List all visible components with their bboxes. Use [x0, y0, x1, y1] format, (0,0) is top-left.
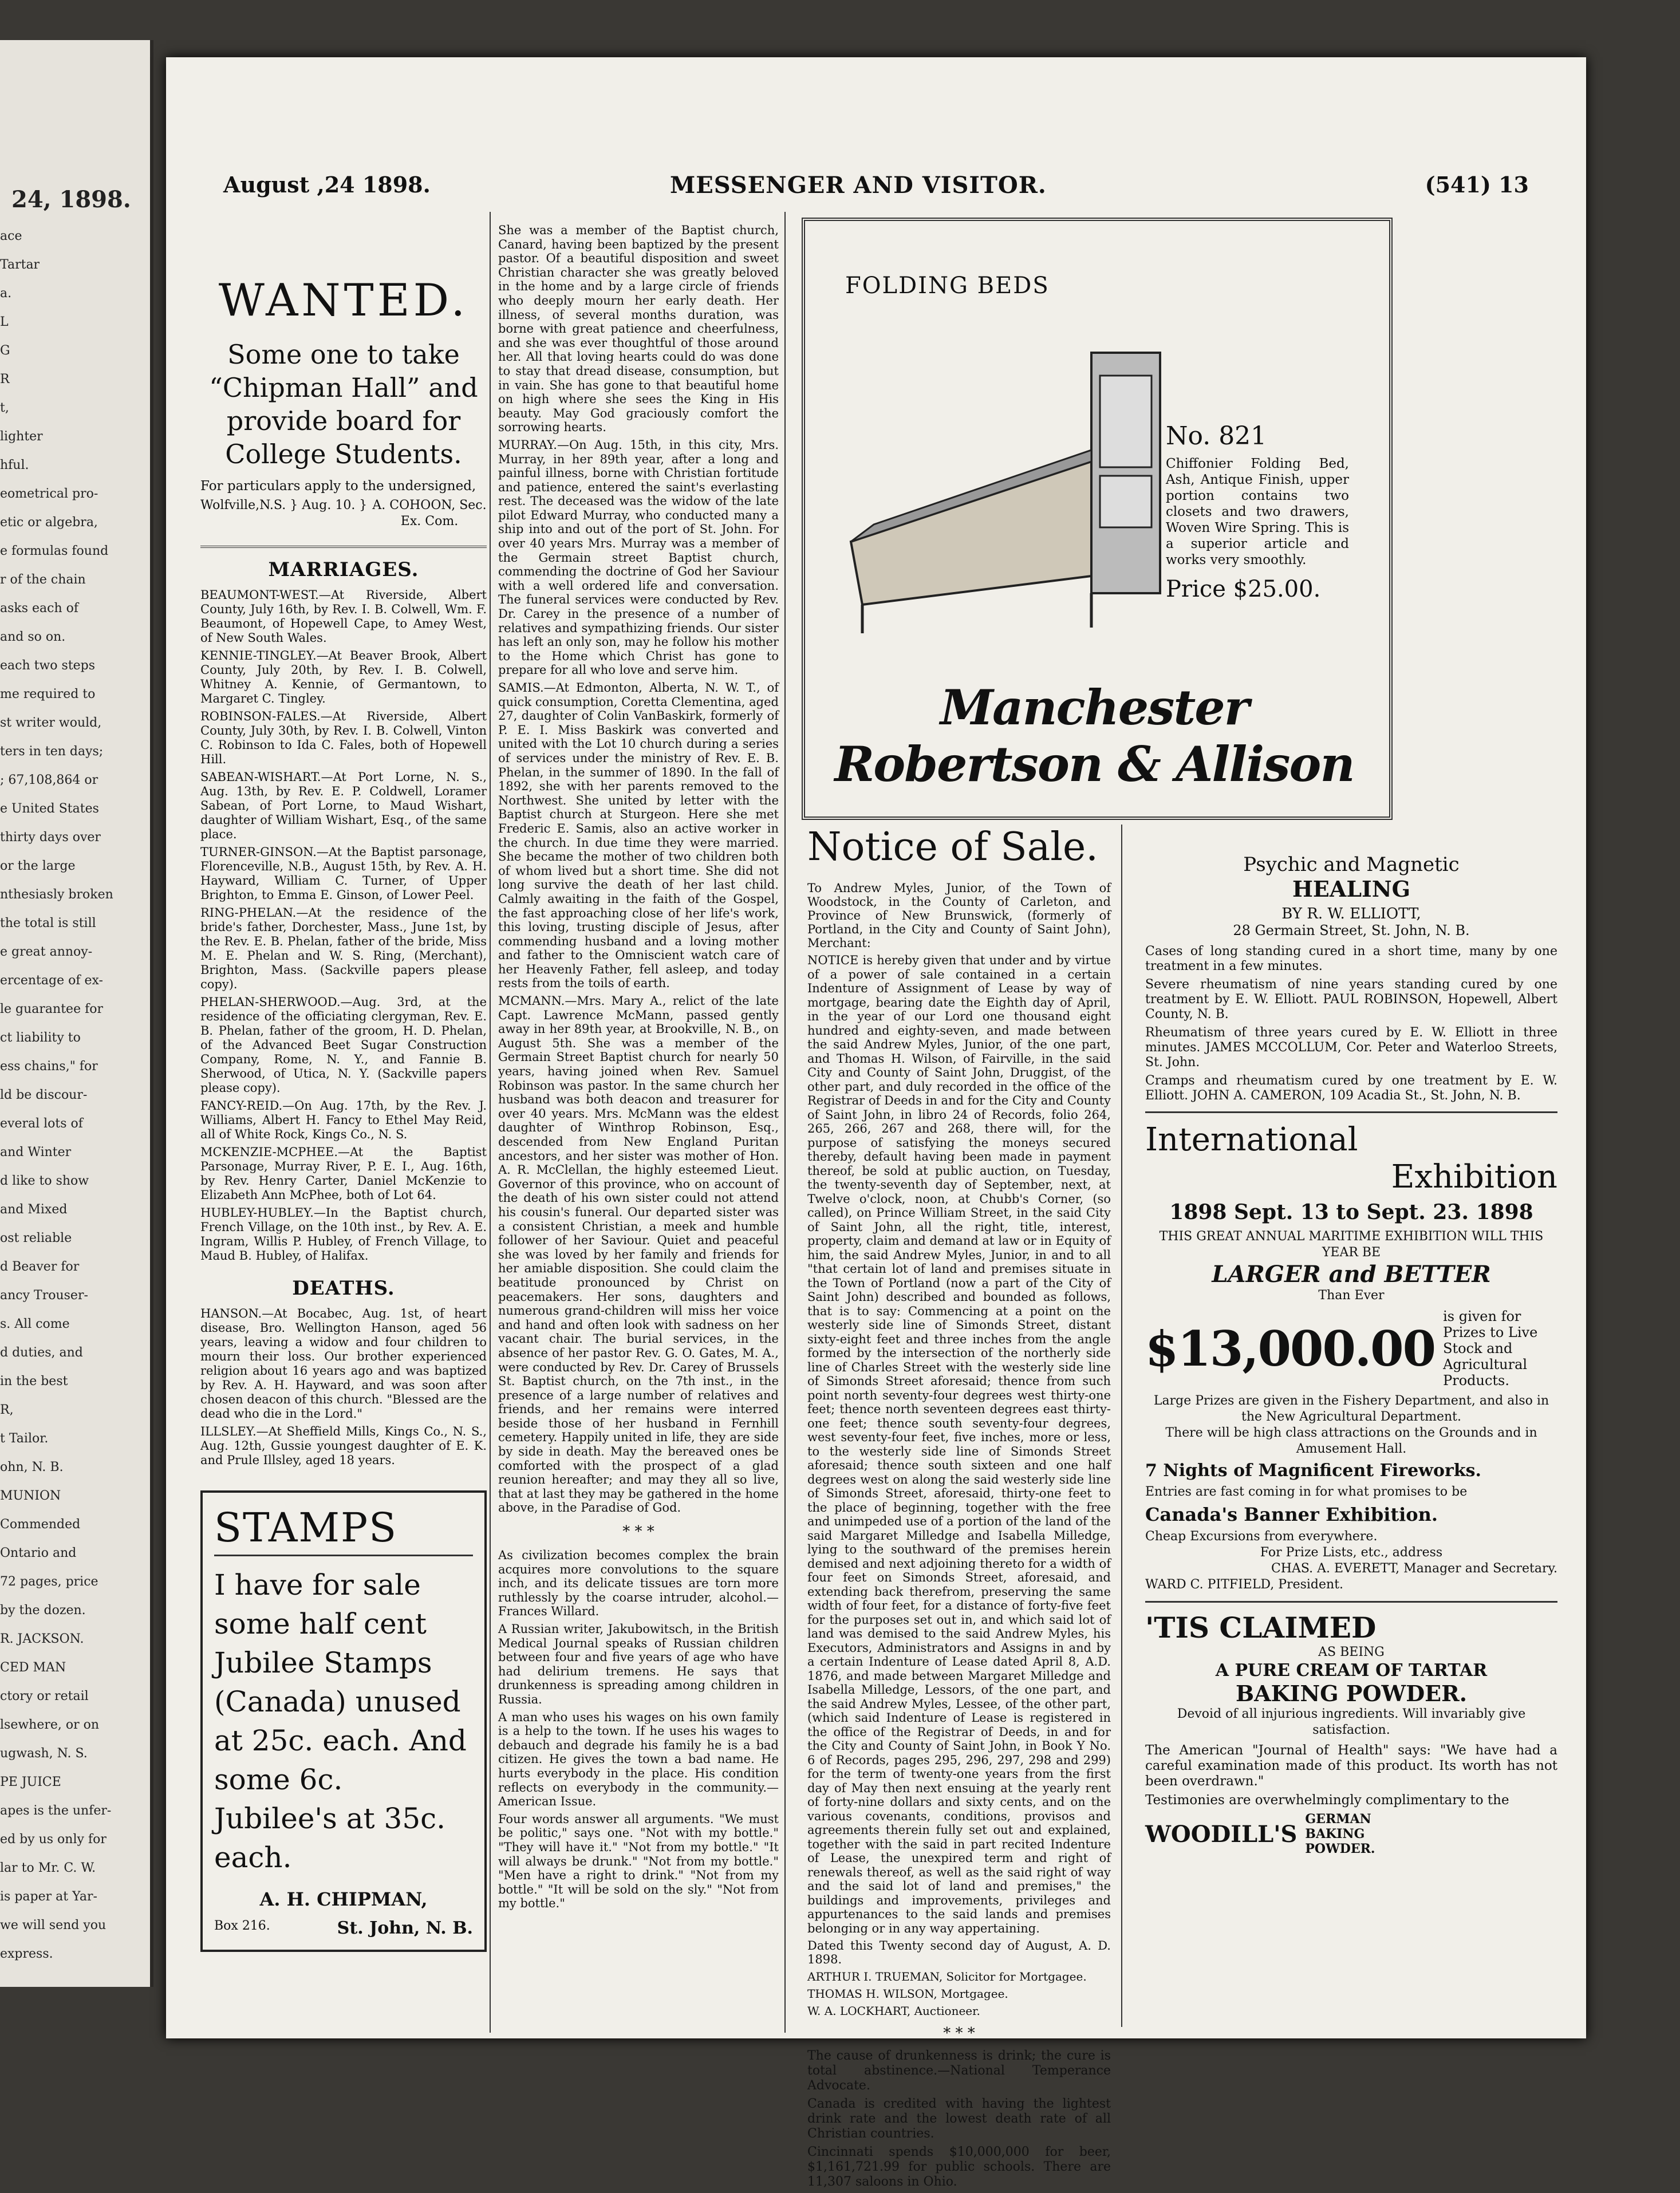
healing-address: 28 Germain Street, St. John, N. B.	[1233, 922, 1470, 938]
prev-page-fragment: etic or algebra,	[0, 515, 98, 530]
prev-page-fragment: everal lots of	[0, 1117, 83, 1131]
exhibition-fireworks: 7 Nights of Magnificent Fireworks.	[1145, 1461, 1481, 1481]
claimed-as-being: AS BEING	[1318, 1645, 1385, 1659]
marriage-notice-0: BEAUMONT-WEST.—At Riverside, Albert County, July 16th, by Rev. I. B. Colwell, Wm. F. Beaumont, of Hopewell Cape, to Amey West, of New South Wales.	[200, 588, 487, 645]
column-2-paragraph-1: MURRAY.—On Aug. 15th, in this city, Mrs. Murray, in her 89th year, after a long and painful illness, borne with Christian fortitude and patience, entered the saint's everlasting rest. The deceased was the widow of the late pilot Edward Murray, who conducted many a ship into and out of the port of St. John. For over 40 years Mrs. Murray was a member of the Germain street Baptist church, commending the doctrine of God her Saviour with a well ordered life and conversation. The funeral services were conducted by Rev. Dr. Carey in the presence of a number of relatives and sympathizing friends. Our sister has left an only son, may he follow his mother to the Home which Christ has gone to prepare for all who love and serve him.	[498, 437, 779, 677]
prev-page-fragment: lighter	[0, 429, 43, 444]
stamps-body: I have for sale some half cent Jubilee Stamps (Canada) unused at 25c. each. And some 6c. Jubilee's at 35c. each.	[214, 1568, 467, 1874]
marriage-notice-4: TURNER-GINSON.—At the Baptist parsonage, Florenceville, N.B., August 15th, by Rev. A. H. Hayward, William C. Turner, of Upper Brighton, to Emma E. Ginson, of Lower Peel.	[200, 845, 487, 902]
prev-page-fragment: ct liability to	[0, 1031, 81, 1045]
exhibition-address-line: For Prize Lists, etc., address	[1260, 1545, 1443, 1560]
exhibition-line-7: Entries are fast coming in for what promises to be	[1145, 1485, 1468, 1499]
exhibition-larger: LARGER and BETTER	[1212, 1261, 1491, 1288]
folding-beds-ad	[802, 218, 1393, 820]
prev-page-fragment: ugwash, N. S.	[0, 1746, 88, 1761]
prev-page-fragment: Tartar	[0, 258, 40, 272]
prev-page-fragment: each two steps	[0, 658, 96, 673]
marriage-notice-5: RING-PHELAN.—At the residence of the bride's father, Dorchester, Mass., June 1st, by the Rev. E. B. Phelan, father of the bride, Miss M. E. Phelan and W. S. Ring, (Merchant), Brighton, Mass. (Sackville papers please copy).	[200, 906, 487, 991]
notice-sig-mortgagee: THOMAS H. WILSON, Mortgagee.	[807, 1987, 1008, 2001]
claimed-line-3: A PURE CREAM OF TARTAR	[1215, 1660, 1488, 1681]
prev-page-fragment: s. All come	[0, 1317, 70, 1331]
exhibition-prize-amount: $13,000.00	[1145, 1320, 1436, 1377]
notice-title: Notice of Sale.	[807, 825, 1098, 870]
wanted-place: Wolfville,N.S. } Aug. 10. }	[200, 498, 368, 512]
prev-page-fragment: a.	[0, 286, 12, 301]
marriage-notice-6: PHELAN-SHERWOOD.—Aug. 3rd, at the residence of the officiating clergyman, Rev. E. B. Phelan, father of the groom, H. D. Phelan, of the Advanced Beet Sugar Construction Company, Rome, N. Y., and Fannie B. Sherwood, of Utica, N. Y. (Sackville papers please copy).	[200, 995, 487, 1095]
column-2-paragraph-b-2: A man who uses his wages on his own family is a help to the town. If he uses his wages to debauch and degrade his family he is a bad citizen. He gives the town a bad name. He hurts everybody in the place. His condition reflects on everybody in the community.—American Issue.	[498, 1710, 779, 1809]
claimed-line-5: Devoid of all injurious ingredients. Will invariably give satisfaction.	[1177, 1707, 1526, 1737]
notice-to: To Andrew Myles, Junior, of the Town of Woodstock, in the County of Carleton, and Province of New Brunswick, (formerly of Portland, in the City and County of Saint John), Merchant:	[807, 881, 1111, 950]
temperance-note-2: Cincinnati spends $10,000,000 for beer, $1,161,721.99 for public schools. There are 11,307 saloons in Ohio.	[807, 2145, 1111, 2189]
prev-page-fragment: ace	[0, 229, 22, 243]
column-2-stars: * * *	[622, 1523, 654, 1541]
brand-logo: Manchester Robertson & Allison	[834, 679, 1354, 792]
marriage-notice-8: MCKENZIE-MCPHEE.—At the Baptist Parsonage, Murray River, P. E. I., Aug. 16th, by Rev. Henry Carter, Daniel McKenzie to Elizabeth Ann McPhee, both of Lot 64.	[200, 1145, 487, 1202]
stamps-ad	[200, 1490, 487, 1952]
stamps-title: STAMPS	[214, 1504, 398, 1551]
previous-page-fragment	[0, 40, 153, 1987]
prev-page-fragment: hful.	[0, 458, 29, 472]
right-column	[1145, 853, 1557, 1856]
page-header	[223, 172, 1563, 212]
prev-page-fragment: d like to show	[0, 1174, 89, 1188]
prev-page-fragment: Commended	[0, 1517, 81, 1532]
prev-page-fragment: apes is the unfer-	[0, 1804, 112, 1818]
column-2-paragraph-2: SAMIS.—At Edmonton, Alberta, N. W. T., of quick consumption, Coretta Clementina, aged 27, daughter of Colin VanBaskirk, formerly of P. E. I. Miss Baskirk was converted and united with the Lot 10 church during a series of services under the ministry of Rev. E. B. Phelan, in the summer of 1890. In the fall of 1892, she with her parents removed to the Northwest. She united by letter with the Baptist church at Sturgeon. Here she met Frederic E. Samis, also an active worker in the church. In due time they were married. She became the mother of two children both of whom lived but a short time. She did not long survive the death of her last child. Calmly awaiting in the faith of the Gospel, the fast approaching close of her life's work, this loving, trusting disciple of Jesus, after commending husband and a loving mother and father to the Omniscient watch care of her Heavenly Father, fell asleep, and today rests from the toils of earth.	[498, 681, 779, 991]
stamps-city: St. John, N. B.	[337, 1918, 473, 1938]
prev-page-fragment: t Tailor.	[0, 1431, 49, 1446]
column-2-paragraph-3: MCMANN.—Mrs. Mary A., relict of the late Capt. Lawrence McMann, passed gently away in her 89th year, at Brookville, N. B., on August 5th. She was a member of the Germain Street Baptist church for nearly 50 years, having joined when Rev. Samuel Robinson was pastor. In the same church her husband was both deacon and treasurer for over 40 years. Mrs. McMann was the eldest daughter of Winthrop Robinson, Esq., descended from New England Puritan ancestors, and her sister was mother of Hon. A. R. McClellan, the highly esteemed Lieut. Governor of this province, who on account of the death of his own sister could not attend his cousin's funeral. Our departed sister was a consistent Christian, a meek and humble follower of her Saviour. Quiet and peaceful she was loved by her family and friends for her amiable disposition. She could claim the beatitude pronounced by Christ on peacemakers. Her sons, daughters and numerous grand-children will miss her voice and hand and often look with sadness on her vacant chair. The burial services, in the absence of her pastor Rev. G. O. Gates, M. A., were conducted by Rev. Dr. Carey of Brussels St. Baptist church, on the 7th inst., in the presence of a large number of relatives and friends, and her remains were interred beside those of her husband in Fernhill cemetery. Happily united in life, they are side by side in death. May the bereaved ones be comforted with the prospect of a glad reunion hereafter; and may they all so live, that at last they may be gathered in the home above, in the Paradise of God.	[498, 994, 779, 1515]
column-2-paragraph-0: She was a member of the Baptist church, Canard, having been baptized by the present pastor. Of a beautiful disposition and sweet Christian character she was greatly beloved in the home and by a large circle of friends who deeply mourn her early death. Her illness, of several months duration, was borne with great patience and cheerfulness, and she was ever thoughtful of those around her. All that loving hearts could do was done to stay that dread disease, consumption, but in vain. She has gone to that beautiful home on high where she sees the King in His beauty. May God graciously comfort the sorrowing hearts.	[498, 223, 779, 435]
wanted-apply: For particulars apply to the undersigned,	[200, 479, 476, 494]
prev-page-fragment: lsewhere, or on	[0, 1718, 100, 1732]
column-2-paragraph-b-0: As civilization becomes complex the brain acquires more convolutions to the square inch, and its delicate tissues are torn more ruthlessly by the coarse intruder, alcohol.—Frances Willard.	[498, 1548, 779, 1619]
column-1	[200, 269, 487, 2044]
prev-page-fragment: lar to Mr. C. W.	[0, 1861, 96, 1875]
stamps-box: Box 216.	[214, 1919, 270, 1933]
prev-page-fragment: ohn, N. B.	[0, 1460, 64, 1474]
exhibition-title-2: Exhibition	[1391, 1158, 1557, 1196]
claimed-testimonies: Testimonies are overwhelmingly complimentary to the	[1145, 1793, 1509, 1808]
prev-page-fragment: ld be discour-	[0, 1088, 88, 1102]
prev-page-fragment: ters in ten days;	[0, 744, 104, 759]
claimed-line-4: BAKING POWDER.	[1236, 1681, 1467, 1706]
prev-page-fragment: d duties, and	[0, 1346, 83, 1360]
healing-testimonial-0: Cases of long standing cured in a short time, many by one treatment in a few minutes.	[1145, 944, 1557, 973]
prev-page-fragment: and Mixed	[0, 1202, 68, 1217]
healing-by: BY R. W. ELLIOTT,	[1281, 905, 1421, 922]
prev-page-fragment: R,	[0, 1403, 14, 1417]
prev-page-fragment: ost reliable	[0, 1231, 72, 1245]
exhibition-signer-1: CHAS. A. EVERETT, Manager and Secretary.	[1271, 1561, 1557, 1576]
prev-page-fragment: is paper at Yar-	[0, 1890, 97, 1904]
column-2	[498, 223, 779, 2021]
prev-page-fragment: e formulas found	[0, 544, 109, 558]
prev-page-fragment: le guarantee for	[0, 1002, 103, 1016]
prev-page-fragment: L	[0, 315, 9, 329]
folding-beds-heading: FOLDING BEDS	[845, 273, 1050, 299]
prev-page-fragment: and so on.	[0, 630, 66, 644]
folding-bed-description: Chiffonier Folding Bed, Ash, Antique Finish, upper portion contains two closets and two drawers, Woven Wire Spring. This is a superior article and works very smoothly.	[1166, 456, 1349, 567]
prev-page-fragment: G	[0, 344, 10, 358]
prev-page-fragment: ctory or retail	[0, 1689, 89, 1703]
healing-testimonial-1: Severe rheumatism of nine years standing cured by one treatment by E. W. Elliott. PAUL ROBINSON, Hopewell, Albert County, N. B.	[1145, 977, 1557, 1021]
wanted-signer: A. COHOON, Sec. Ex. Com.	[372, 498, 487, 528]
column-rule	[490, 212, 491, 2033]
prev-page-fragment: asks each of	[0, 601, 79, 616]
folding-bed-number: No. 821	[1166, 421, 1267, 451]
claimed-brand: WOODILL'S	[1145, 1820, 1298, 1848]
header-page-number: (541) 13	[1425, 172, 1529, 198]
wanted-title: WANTED.	[218, 275, 469, 326]
healing-title-2: HEALING	[1292, 876, 1411, 902]
notice-sig-solicitor: ARTHUR I. TRUEMAN, Solicitor for Mortgagee.	[807, 1970, 1087, 1983]
column-rule	[1121, 825, 1122, 2027]
prev-page-fragment: ercentage of ex-	[0, 973, 103, 988]
prev-page-fragment: CED MAN	[0, 1660, 66, 1675]
exhibition-signer-2: WARD C. PITFIELD, President.	[1145, 1577, 1344, 1592]
death-notice-1: ILLSLEY.—At Sheffield Mills, Kings Co., N. S., Aug. 12th, Gussie youngest daughter of E. K. and Prule Illsley, aged 18 years.	[200, 1425, 487, 1467]
prev-page-fragment: Ontario and	[0, 1546, 77, 1560]
exhibition-title-1: International	[1145, 1121, 1358, 1158]
exhibition-excursions: Cheap Excursions from everywhere.	[1145, 1529, 1378, 1544]
marriage-notice-2: ROBINSON-FALES.—At Riverside, Albert County, July 30th, by Rev. I. B. Colwell, Vinton C. Robinson to Ida C. Fales, both of Hopewell Hill.	[200, 709, 487, 766]
wanted-body: Some one to take “Chipman Hall” and provide board for College Students.	[209, 339, 478, 470]
prev-page-fragment: PE JUICE	[0, 1775, 61, 1789]
notice-body: NOTICE is hereby given that under and by virtue of a power of sale contained in a certain Indenture of Assignment of Lease by way of mortgage, bearing date the Eighth day of April, in the year of our Lord one thousand eight hundred and eighty-seven, and made between the said Andrew Myles, Junior, of the one part, and Thomas H. Wilson, of Fairville, in the said City and County of Saint John, Druggist, of the other part, and duly recorded in the office of the Registrar of Deeds in and for the City and County of Saint John, in libro 24 of Records, folio 264, 265, 266, 267 and 268, there will, for the purpose of satisfying the moneys secured thereby, default having been made in payment thereof, be sold at public auction, on Tuesday, the twenty-seventh day of September, next, at Twelve o'clock, noon, at Chubb's Corner, (so called), on Prince William Street, in the said City of Saint John, all the right, title, interest, property, claim and demand at law or in Equity of him, the said Andrew Myles, Junior, in and to all "that certain lot of land and premises situate in the Town of Portland (now a part of the City of Saint John) described and bounded as follows, that is to say: Commencing at a point on the westerly side line of Simonds Street, distant sixty-eight feet and three inches from the angle formed by the intersection of the northerly side line of Charles Street with the westerly side line of Simonds Street aforesaid; thence from such point north seventy-four degrees west thirty-one feet; thence north seventeen degrees east thirty-one feet; thence south seventy-four degrees, west seventy-four feet, five inches, more or less, to the westerly side line of Simonds Street aforesaid; thence south sixteen and one half degrees west on along the said westerly side line of Simonds Street, aforesaid, thirty-one feet to the place of beginning, together with the free and unimpeded use of a portion of the land of the said Margaret Milledge and Isabella Milledge, lying to the southward of the premises herein demised and next adjoining thereto for a width of four feet on Simonds Street, aforesaid, and extending back therefrom, preserving the same width of four feet, for a distance of forty-five feet for the purposes set out in, and which said lot of land was demised to the said Andrew Myles, his Executors, Administrators and Assigns in and by a certain Indenture of Lease dated April 8, A.D. 1876, and made between Margaret Milledge and Isabella Milledge, Lessors, of the one part, and the said Andrew Myles, Lessee, of the other part, (which said Indenture of Lease is registered in the office of the Registrar of Deeds, in and for the City and County of Saint John, in Book Y No. 6 of Records, pages 295, 296, 297, 298 and 299) for the term of twenty-one years from the first day of May then next ensuing at the yearly rent of forty-nine dollars and sixty cents, and on the various covenants, conditions, provisos and agreements therein fully set out and explained, together with the said in part recited Indenture of Lease, the unexpired term and right of renewals thereof, as well as the said right of way and the said lot of land and premises," the buildings and improvements, privileges and appurtenances to the said lands and premises belonging or in any way appertaining.	[807, 953, 1111, 1935]
column-2-paragraph-b-1: A Russian writer, Jakubowitsch, in the British Medical Journal speaks of Russian children between four and five years of age who have had delirium tremens. He says that drunkenness is spreading among children in Russia.	[498, 1622, 779, 1706]
folding-bed-illustration	[839, 336, 1160, 656]
notice-dated: Dated this Twenty second day of August, A. D. 1898.	[807, 1939, 1111, 1966]
marriage-notice-7: FANCY-REID.—On Aug. 17th, by the Rev. J. Williams, Albert H. Fancy to Ethel May Reid, all of White Rock, Kings Co., N. S.	[200, 1099, 487, 1141]
prev-page-fragment: ancy Trouser-	[0, 1288, 88, 1303]
claimed-journal-quote: The American "Journal of Health" says: "We have had a careful examination made of this product. Its worth has not been overdrawn."	[1145, 1743, 1557, 1789]
prev-page-fragment: ess chains," for	[0, 1059, 98, 1074]
healing-testimonial-3: Cramps and rheumatism cured by one treatment by E. W. Elliott. JOHN A. CAMERON, 109 Acadia St., St. John, N. B.	[1145, 1074, 1557, 1103]
prev-page-fragment: and Winter	[0, 1145, 72, 1159]
prev-page-fragment: MUNION	[0, 1489, 61, 1503]
prev-page-fragment: we will send you	[0, 1918, 107, 1932]
prev-page-fragment: d Beaver for	[0, 1260, 80, 1274]
column-2-paragraph-b-3: Four words answer all arguments. "We must be politic," says one. "Not with my bottle." "They will have it." "Not from my bottle." "It will always be drunk." "Not from my bottle." "Men have a right to drink." "Not from my bottle." "It will be sold on the sly." "Not from my bottle."	[498, 1812, 779, 1911]
exhibition-than-ever: Than Ever	[1318, 1288, 1385, 1303]
prev-page-fragment: thirty days over	[0, 830, 101, 845]
exhibition-line-5: There will be high class attractions on the Grounds and in Amusement Hall.	[1165, 1426, 1537, 1456]
temperance-note-0: The cause of drunkenness is drink; the cure is total abstinence.—National Temperance Advocate.	[807, 2049, 1111, 2093]
exhibition-prize-text: is given for Prizes to Live Stock and Agricultural Products.	[1443, 1308, 1538, 1389]
header-date: August ,24 1898.	[223, 172, 431, 198]
prev-page-fragment: or the large	[0, 859, 76, 873]
marriage-notice-1: KENNIE-TINGLEY.—At Beaver Brook, Albert County, July 20th, by Rev. I. B. Colwell, Whitney A. Kennie, of Germantown, to Margaret C. Tingley.	[200, 649, 487, 705]
prev-page-fragment: ; 67,108,864 or	[0, 773, 98, 787]
claimed-brand-sub: GERMAN BAKING POWDER.	[1305, 1812, 1375, 1856]
temperance-note-1: Canada is credited with having the lightest drink rate and the lowest death rate of all Christian countries.	[807, 2097, 1111, 2141]
prev-page-fragment: the total is still	[0, 916, 96, 930]
marriage-notice-3: SABEAN-WISHART.—At Port Lorne, N. S., Aug. 13th, by Rev. E. P. Coldwell, Loramer Sabean, of Port Lorne, to Maud Wishart, daughter of William Wishart, Esq., of the same place.	[200, 770, 487, 841]
prev-page-fragment: ed by us only for	[0, 1832, 107, 1847]
exhibition-dates: 1898 Sept. 13 to Sept. 23. 1898	[1169, 1200, 1533, 1224]
notice-of-sale	[807, 825, 1111, 2193]
deaths-title: DEATHS.	[292, 1277, 395, 1300]
death-notice-0: HANSON.—At Bocabec, Aug. 1st, of heart disease, Bro. Wellington Hanson, aged 56 years, leaving a widow and four children to mourn their loss. Our brother experienced religion about 16 years ago and was baptized by Rev. A. H. Hayward, and was soon after chosen deacon of this church. "Blessed are the dead who die in the Lord."	[200, 1307, 487, 1421]
marriages-list	[200, 588, 487, 1263]
prev-page-fragment: e great annoy-	[0, 945, 93, 959]
prev-page-fragment: in the best	[0, 1374, 68, 1389]
prev-page-fragment: R	[0, 372, 10, 386]
notice-sig-auctioneer: W. A. LOCKHART, Auctioneer.	[807, 2004, 980, 2018]
column-rule	[784, 212, 786, 2033]
notice-stars: * * *	[943, 2025, 975, 2042]
prev-page-fragment: express.	[0, 1947, 53, 1961]
prev-page-fragment: 72 pages, price	[0, 1575, 98, 1589]
exhibition-line-4: Large Prizes are given in the Fishery Department, and also in the New Agricultural Department.	[1153, 1394, 1549, 1424]
prev-page-fragment: e United States	[0, 802, 99, 816]
marriage-notice-9: HUBLEY-HUBLEY.—In the Baptist church, French Village, on the 10th inst., by Rev. A. E. Ingram, Willis P. Hubley, of French Village, to Maud B. Hubley, of Halifax.	[200, 1206, 487, 1263]
prev-page-fragment: by the dozen.	[0, 1603, 86, 1618]
prev-page-fragment: t,	[0, 401, 9, 415]
exhibition-line-1: THIS GREAT ANNUAL MARITIME EXHIBITION WILL THIS YEAR BE	[1159, 1229, 1544, 1260]
claimed-title: 'TIS CLAIMED	[1145, 1611, 1377, 1644]
prev-page-fragment: eometrical pro-	[0, 487, 98, 501]
prev-page-fragment: me required to	[0, 687, 96, 701]
newspaper-page	[166, 57, 1586, 2189]
prev-page-date: 24, 1898.	[11, 186, 131, 213]
prev-page-fragment: nthesiasly broken	[0, 888, 113, 902]
marriages-title: MARRIAGES.	[268, 558, 419, 581]
deaths-list	[200, 1307, 487, 1468]
prev-page-fragment: st writer would,	[0, 716, 102, 730]
header-title: MESSENGER AND VISITOR.	[670, 172, 1047, 199]
exhibition-banner: Canada's Banner Exhibition.	[1145, 1504, 1438, 1525]
folding-bed-price: Price $25.00.	[1166, 576, 1321, 602]
stamps-name: A. H. CHIPMAN,	[259, 1888, 428, 1910]
healing-title-1: Psychic and Magnetic	[1243, 853, 1460, 876]
prev-page-fragment: R. JACKSON.	[0, 1632, 84, 1646]
healing-testimonial-2: Rheumatism of three years cured by E. W. Elliott in three minutes. JAMES MCCOLLUM, Cor. Peter and Waterloo Streets, St. John.	[1145, 1025, 1557, 1070]
prev-page-fragment: r of the chain	[0, 573, 86, 587]
